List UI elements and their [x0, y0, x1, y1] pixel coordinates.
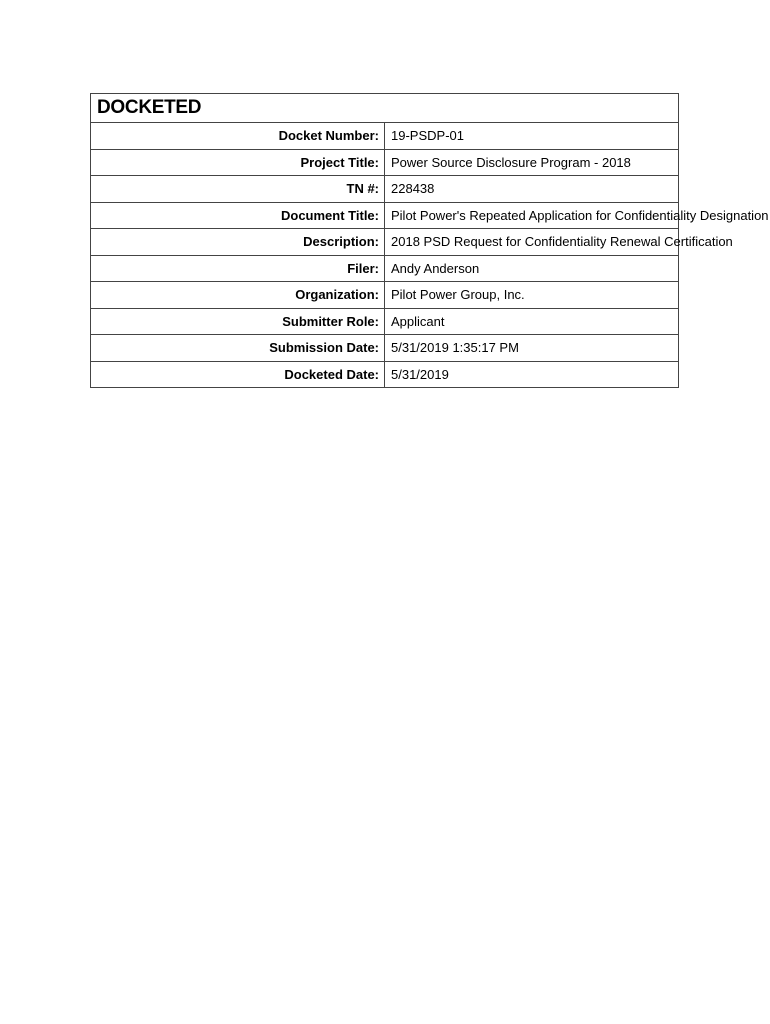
organization-label: Organization: — [91, 282, 385, 309]
field-row-description — [91, 229, 679, 256]
field-row-tn — [91, 176, 679, 203]
field-row-organization — [91, 282, 679, 309]
docket-number-label: Docket Number: — [91, 123, 385, 150]
filer-value: Andy Anderson — [385, 255, 679, 282]
organization-value: Pilot Power Group, Inc. — [385, 282, 679, 309]
field-row-docketed-date — [91, 361, 679, 388]
submission-date-label: Submission Date: — [91, 335, 385, 362]
tn-value: 228438 — [385, 176, 679, 203]
description-label: Description: — [91, 229, 385, 256]
submitter-role-value: Applicant — [385, 308, 679, 335]
field-row-project-title — [91, 149, 679, 176]
submission-date-value: 5/31/2019 1:35:17 PM — [385, 335, 679, 362]
description-value: 2018 PSD Request for Confidentiality Renewal Certification — [385, 229, 679, 256]
docket-table — [90, 93, 769, 388]
project-title-label: Project Title: — [91, 149, 385, 176]
docketed-date-value: 5/31/2019 — [385, 361, 679, 388]
field-row-submitter-role — [91, 308, 679, 335]
docket-header-row — [91, 94, 679, 123]
tn-label: TN #: — [91, 176, 385, 203]
filer-label: Filer: — [91, 255, 385, 282]
field-row-filer — [91, 255, 679, 282]
project-title-value: Power Source Disclosure Program - 2018 — [385, 149, 679, 176]
docketed-date-label: Docketed Date: — [91, 361, 385, 388]
document-title-value: Pilot Power's Repeated Application for Confidentiality Designation — [385, 202, 679, 229]
field-row-submission-date — [91, 335, 679, 362]
field-row-document-title — [91, 202, 679, 229]
docket-number-value: 19-PSDP-01 — [385, 123, 679, 150]
field-row-docket-number — [91, 123, 679, 150]
docketed-title: DOCKETED — [91, 94, 679, 123]
document-title-label: Document Title: — [91, 202, 385, 229]
submitter-role-label: Submitter Role: — [91, 308, 385, 335]
